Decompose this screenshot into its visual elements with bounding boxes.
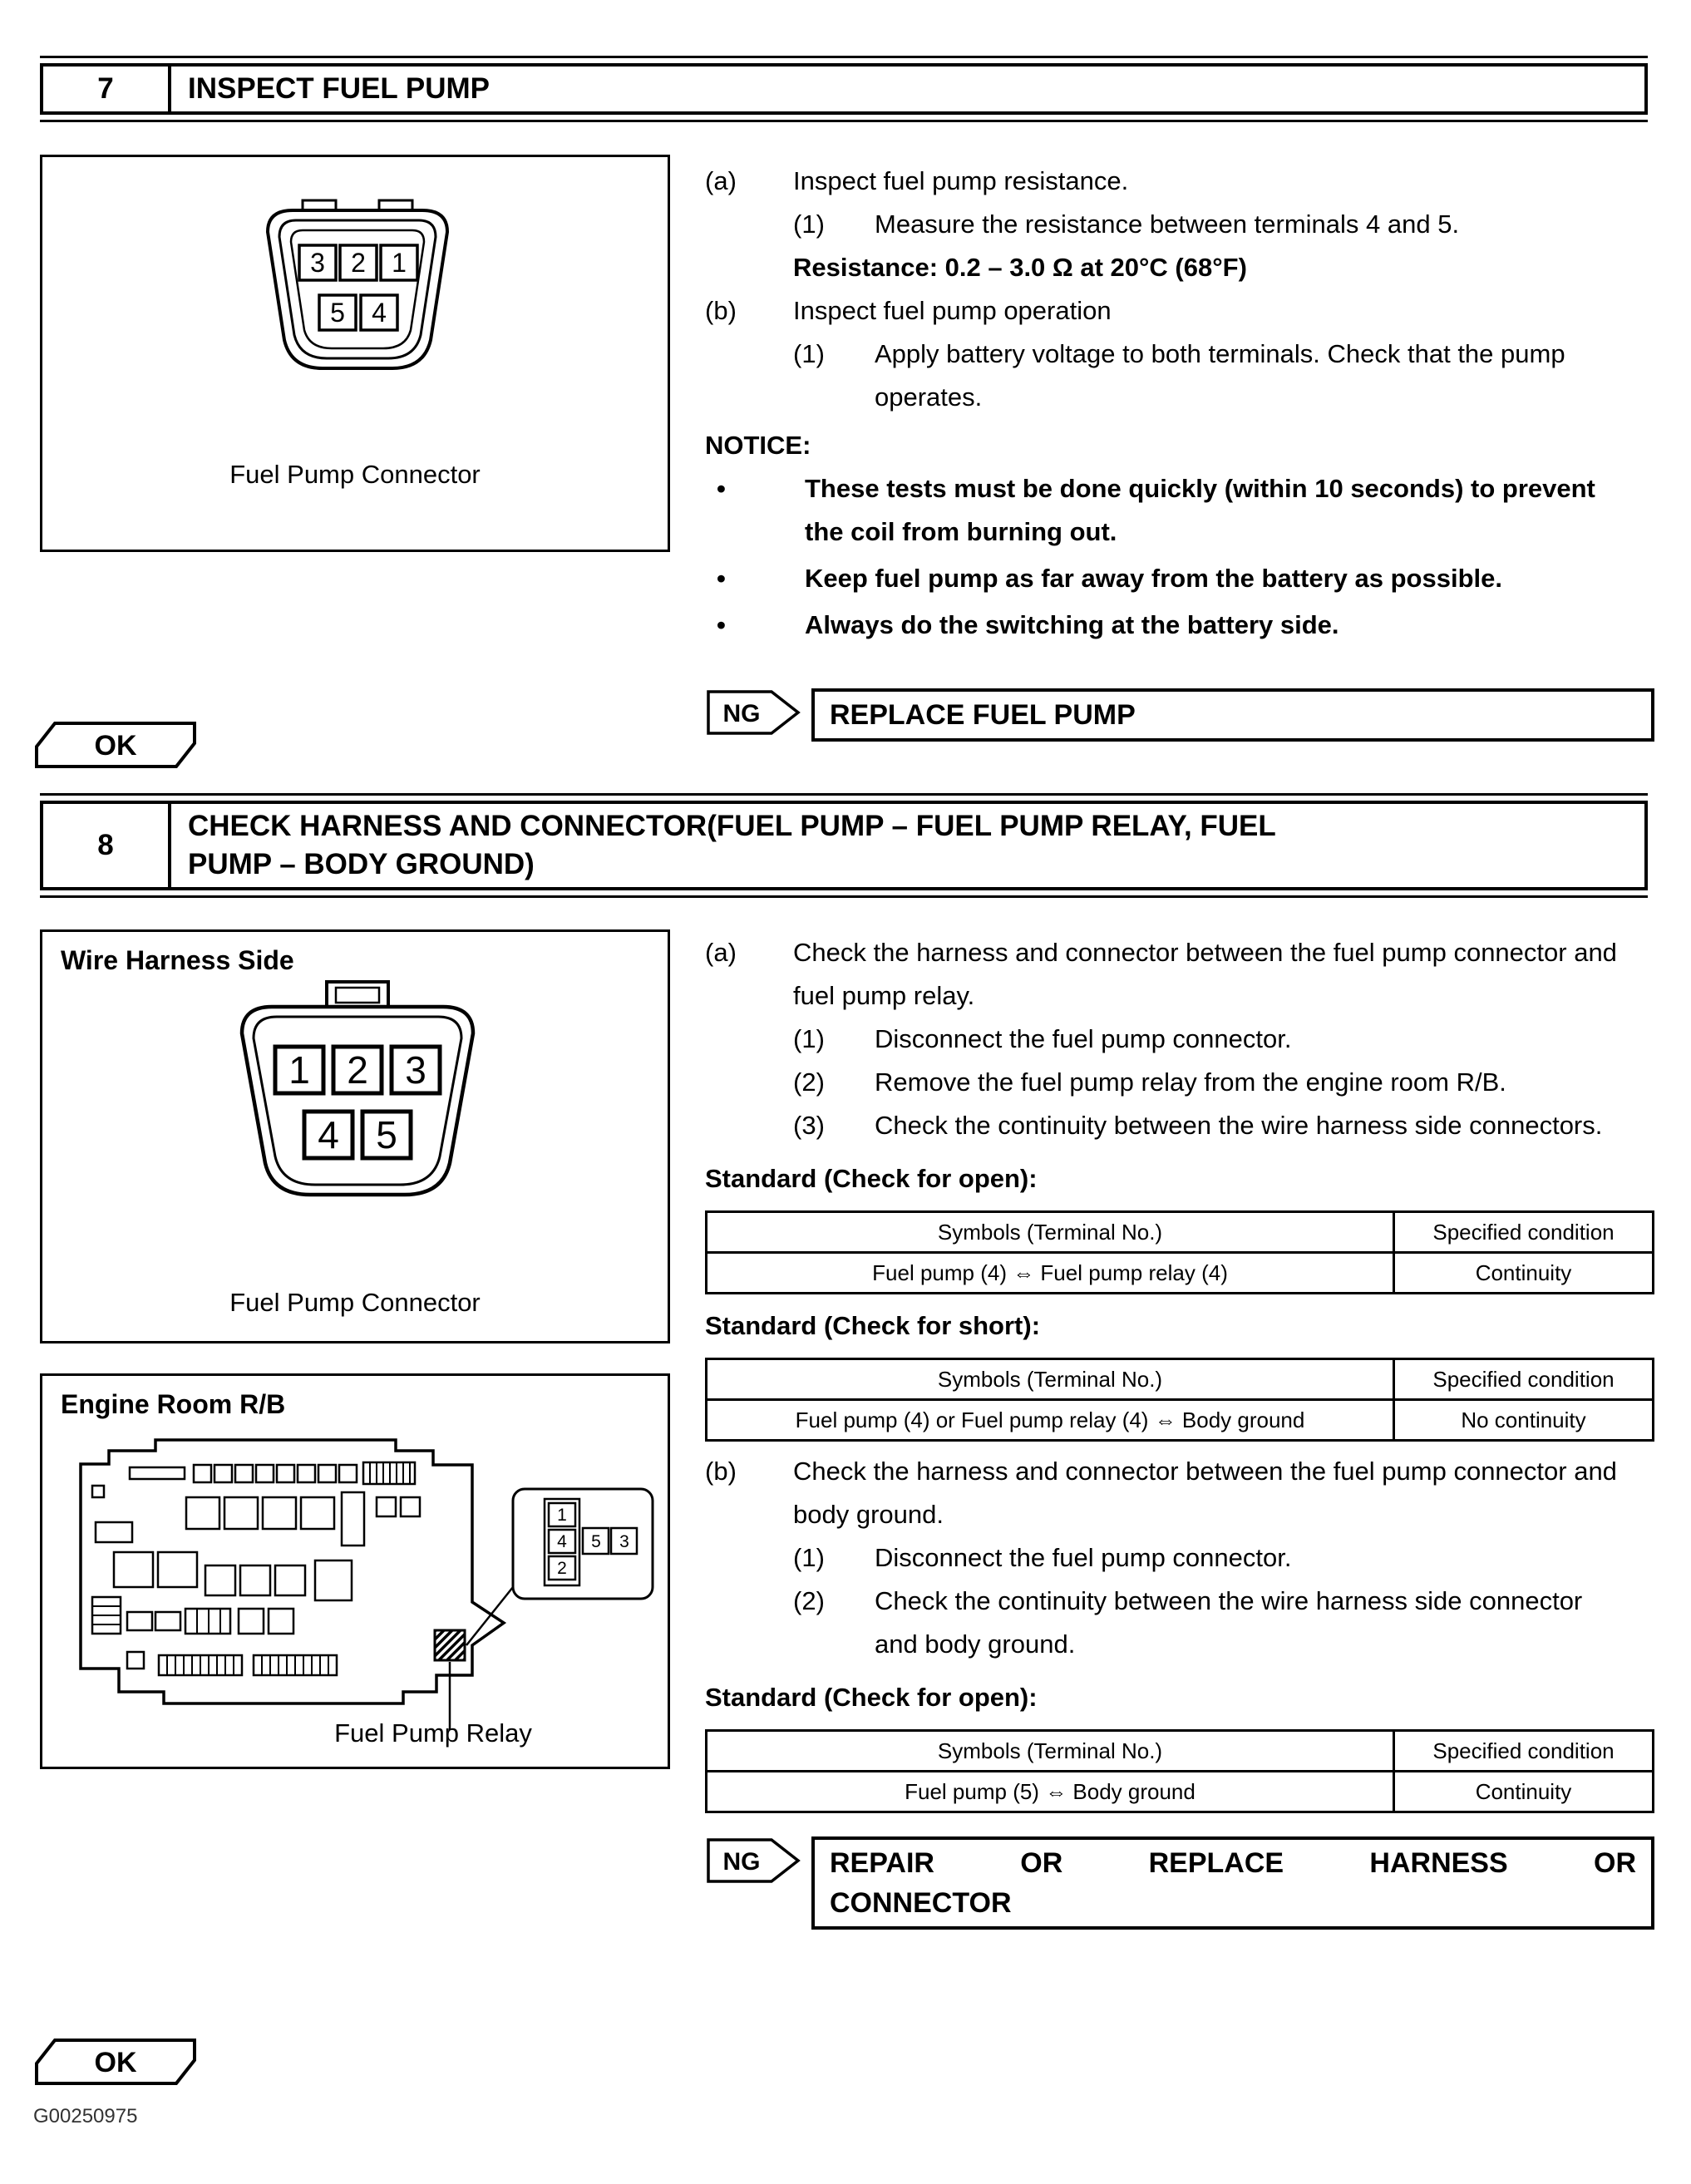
item-label: (1)	[793, 1024, 825, 1053]
table-data-cell: Continuity	[1393, 1770, 1652, 1811]
item-text: Check the harness and connector between the fuel pump connector and fuel pump relay.	[793, 938, 1617, 1010]
step7-instructions	[705, 160, 1654, 742]
relay-box-diagram	[51, 1412, 661, 1748]
step-title: CHECK HARNESS AND CONNECTOR(FUEL PUMP – FUEL PUMP RELAY, FUEL PUMP – BODY GROUND)	[168, 804, 1332, 887]
terminal-label: 3	[310, 248, 325, 278]
instruction-item	[705, 931, 1654, 1018]
relay-pin-label: 1	[557, 1506, 567, 1525]
item-text: Remove the fuel pump relay from the engine room R/B.	[875, 1067, 1506, 1097]
table-data-cell: Fuel pump (4) ⇔ Fuel pump relay (4)	[707, 1251, 1393, 1292]
table-data-cell: Continuity	[1393, 1251, 1652, 1292]
figure-caption: Fuel Pump Connector	[229, 460, 481, 489]
ng-decision-step7	[705, 688, 1654, 742]
item-label: (a)	[705, 938, 737, 967]
notice-item	[705, 604, 1654, 647]
notice-item	[705, 557, 1654, 600]
step-number: 8	[97, 829, 114, 861]
table-header-cell: Specified condition	[1393, 1732, 1652, 1770]
instruction-substep	[793, 1536, 1654, 1580]
table-header-cell: Symbols (Terminal No.)	[937, 1220, 1163, 1245]
item-label: (2)	[793, 1586, 825, 1615]
step7-header	[40, 63, 1648, 115]
standard-heading: Standard (Check for open):	[705, 1164, 1038, 1193]
ng-action-line: CONNECTOR	[830, 1887, 1012, 1919]
relay-pin-label: 3	[619, 1532, 629, 1551]
fuel-pump-connector-diagram	[216, 185, 499, 393]
item-text: Disconnect the fuel pump connector.	[875, 1543, 1292, 1572]
item-text: Inspect fuel pump resistance.	[793, 166, 1129, 195]
ng-decision-step8	[705, 1836, 1654, 1930]
standard-heading: Standard (Check for open):	[705, 1683, 1038, 1712]
step-number: 7	[97, 72, 114, 105]
instruction-item	[705, 160, 1654, 203]
notice-text: These tests must be done quickly (within 10 seconds) to prevent the coil from burning out.	[805, 474, 1595, 546]
terminal-label: 2	[351, 248, 366, 278]
item-text: Inspect fuel pump operation	[793, 296, 1112, 325]
item-label: (b)	[705, 296, 737, 325]
fuel-pump-relay-slot	[435, 1630, 465, 1660]
instruction-substep	[793, 1061, 1654, 1104]
ng-action	[811, 1836, 1654, 1930]
ng-label: NG	[722, 700, 761, 727]
ok-label: OK	[94, 730, 137, 762]
item-text: Check the continuity between the wire harness side connectors.	[875, 1111, 1603, 1140]
instruction-item	[705, 289, 1654, 333]
terminal-label: 2	[347, 1048, 368, 1092]
item-label: (1)	[793, 1543, 825, 1572]
instruction-substep	[793, 203, 1654, 246]
figure-label: Engine Room R/B	[61, 1389, 286, 1419]
relay-pin-label: 2	[557, 1559, 567, 1578]
ng-arrow-icon	[705, 1836, 803, 1885]
step-title: INSPECT FUEL PUMP	[168, 67, 506, 111]
table-data-cell: Fuel pump (4) or Fuel pump relay (4) ⇔ Body ground	[707, 1398, 1393, 1439]
item-label: (b)	[705, 1457, 737, 1486]
instruction-substep	[793, 333, 1654, 419]
relay-pin-label: 5	[591, 1532, 601, 1551]
notice-heading: NOTICE:	[705, 431, 811, 460]
resistance-spec: Resistance: 0.2 – 3.0 Ω at 20°C (68°F)	[793, 253, 1247, 282]
item-text: Check the continuity between the wire harness side connector and body ground.	[875, 1586, 1583, 1659]
connector-outer-shell	[268, 210, 447, 368]
bullet-glyph: •	[717, 564, 726, 593]
ng-action-line: REPAIR OR REPLACE HARNESS OR	[830, 1847, 1636, 1879]
continuity-table-short	[705, 1358, 1654, 1442]
connector-tab-inner	[336, 988, 379, 1003]
instruction-substep	[793, 1018, 1654, 1061]
figure-caption: Fuel Pump Relay	[334, 1718, 532, 1748]
bullet-glyph: •	[717, 474, 726, 503]
instruction-substep	[793, 1104, 1654, 1147]
relay-pin-label: 4	[557, 1532, 567, 1551]
ok-banner-step8	[33, 2035, 200, 2093]
table-header-cell: Specified condition	[1393, 1213, 1652, 1251]
standard-heading: Standard (Check for short):	[705, 1311, 1041, 1340]
item-label: (1)	[793, 339, 825, 368]
terminal-label: 1	[392, 248, 407, 278]
step8-header	[40, 801, 1648, 890]
wire-harness-figure	[40, 929, 670, 1343]
engine-room-rb-figure	[40, 1373, 670, 1769]
ok-label: OK	[94, 2047, 137, 2078]
bullet-glyph: •	[717, 610, 726, 639]
table-header-cell: Specified condition	[1393, 1360, 1652, 1398]
ok-banner-icon	[33, 2035, 200, 2088]
item-label: (3)	[793, 1111, 825, 1140]
figure-id: G00250975	[33, 2105, 138, 2127]
terminal-label: 5	[376, 1113, 397, 1156]
ng-action: REPLACE FUEL PUMP	[811, 688, 1654, 742]
ng-label: NG	[722, 1848, 761, 1876]
item-label: (1)	[793, 210, 825, 239]
instruction-substep	[793, 1580, 1654, 1666]
table-header-cell: Symbols (Terminal No.)	[937, 1738, 1163, 1763]
notice-item	[705, 467, 1654, 554]
terminal-label: 3	[405, 1048, 426, 1092]
table-data-cell: No continuity	[1393, 1398, 1652, 1439]
figure-label: Wire Harness Side	[61, 945, 294, 975]
item-text: Measure the resistance between terminals 4 and 5.	[875, 210, 1460, 239]
continuity-table-open-b	[705, 1729, 1654, 1813]
item-text: Apply battery voltage to both terminals. Check that the pump operates.	[875, 339, 1565, 412]
ng-arrow-icon	[705, 688, 803, 737]
notice-text: Always do the switching at the battery side.	[805, 610, 1339, 639]
step8-instructions	[705, 931, 1654, 1930]
notice-text: Keep fuel pump as far away from the battery as possible.	[805, 564, 1502, 593]
item-label: (a)	[705, 166, 737, 195]
fuel-pump-connector-figure	[40, 155, 670, 552]
wire-harness-connector-diagram	[195, 970, 520, 1228]
terminal-label: 1	[288, 1048, 310, 1092]
ok-banner-step7	[33, 718, 200, 776]
table-data-cell: Fuel pump (5) ⇔ Body ground	[707, 1770, 1393, 1811]
item-text: Check the harness and connector between the fuel pump connector and body ground.	[793, 1457, 1617, 1529]
connector-outer-shell	[242, 1007, 473, 1195]
instruction-item	[705, 1450, 1654, 1536]
item-text: Disconnect the fuel pump connector.	[875, 1024, 1292, 1053]
table-header-cell: Symbols (Terminal No.)	[937, 1367, 1163, 1392]
terminal-label: 4	[318, 1113, 339, 1156]
continuity-table-open-a	[705, 1210, 1654, 1294]
ok-banner-icon	[33, 718, 200, 772]
item-label: (2)	[793, 1067, 825, 1097]
terminal-label: 5	[330, 298, 345, 328]
figure-caption: Fuel Pump Connector	[229, 1288, 481, 1317]
terminal-label: 4	[372, 298, 387, 328]
